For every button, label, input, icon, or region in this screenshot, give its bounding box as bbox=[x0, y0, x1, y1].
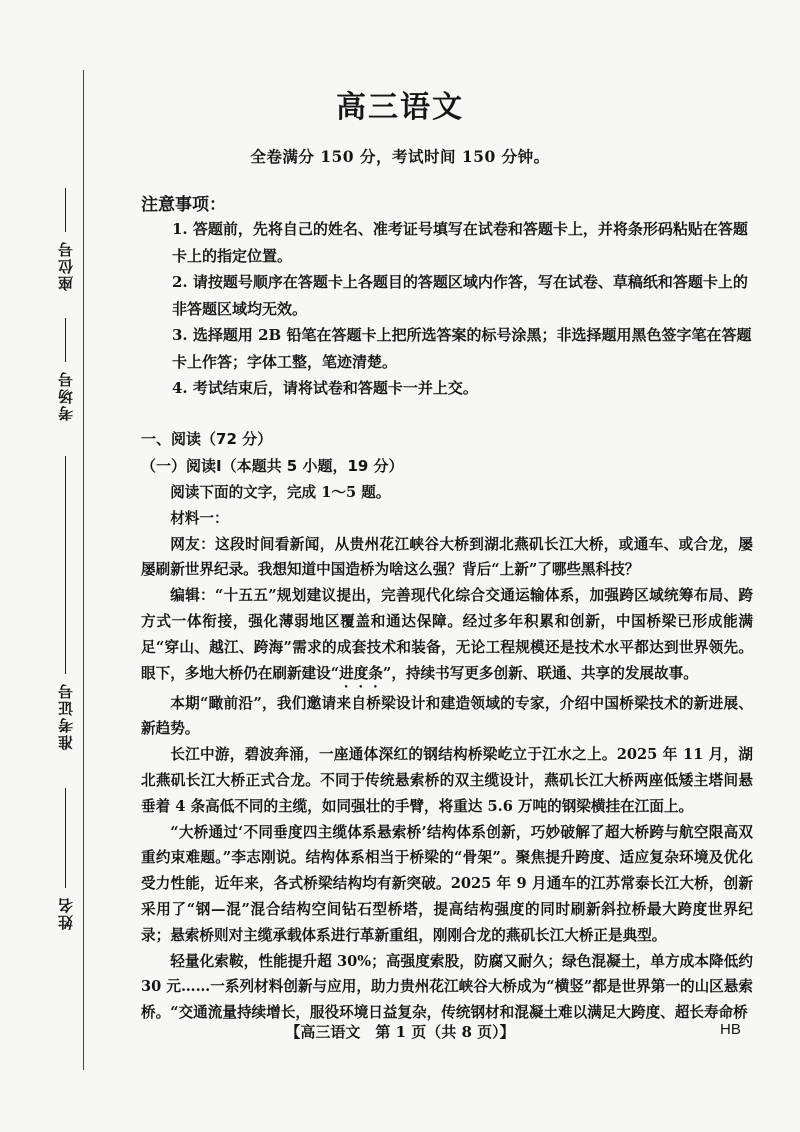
paragraph: 长江中游，碧波奔涌，一座通体深红的钢结构桥梁屹立于江水之上。2025 年 11 月，湖北燕矶长江大桥正式合龙。不同于传统悬索桥的双主缆设计，燕矶长江大桥两座低矮主塔间悬垂着 4 条高低不同的主缆，如同强壮的手臂，将重达 5.6 万吨的钢梁横挂在江面上。 bbox=[141, 746, 753, 815]
material-label-text: 材料一： bbox=[170, 509, 229, 527]
exam-room-field[interactable] bbox=[52, 318, 78, 421]
editor-text-a: “十五五”规划建议提出，完善现代化综合交通运输体系，加强跨区域统筹布局、跨方式一体衔接，强化薄弱地区覆盖和通达保障。经过多年积累和创新，中国桥梁已形成能满足“穿山、越江、跨海”需求的成套技术和装备，无论工程规模还是技术水平都达到世界领先。眼下，多地大桥仍在刷新建设 bbox=[141, 587, 753, 682]
name-label: 姓名 bbox=[56, 896, 75, 930]
paragraph: 轻量化索鞍，性能提升超 30%；高强度索股，防腐又耐久；绿色混凝土，单方成本降低约 30 元……一系列材料创新与应用，助力贵州花江峡谷大桥成为“横竖”都是世界第一的山区悬索桥。“交通流量持续增长，服役环境日益复杂，传统钢材和混凝土难以满足大跨度、超长寿命桥 bbox=[141, 952, 753, 1022]
notice-heading: 注意事项： bbox=[141, 195, 226, 215]
netizen-paragraph bbox=[141, 532, 753, 584]
editor-paragraph bbox=[141, 583, 753, 690]
netizen-text: 这段时间看新闻，从贵州花江峡谷大桥到湖北燕矶长江大桥，或通车、或合龙，屡屡刷新世界纪录。我想知道中国造桥为啥这么强？背后“上新”了哪些黑科技？ bbox=[141, 535, 753, 579]
binding-line bbox=[83, 70, 84, 1070]
seat-number-label: 座位号 bbox=[56, 240, 75, 291]
instruction: 阅读下面的文字，完成 1～5 题。 bbox=[170, 484, 391, 501]
notice-item: 3. 选择题用 2B 铅笔在答题卡上把所选答案的标号涂黑；非选择题用黑色签字笔在答题卡上作答；字体工整，笔迹清楚。 bbox=[172, 326, 752, 371]
section-heading: 一、阅读（72 分） bbox=[141, 430, 273, 448]
seat-number-field[interactable] bbox=[52, 188, 78, 291]
material-label bbox=[141, 506, 753, 532]
paper-code: HB bbox=[720, 1021, 741, 1038]
intro-paragraph: 本期“瞰前沿”，我们邀请来自桥梁设计和建造领域的专家，介绍中国桥梁技术的新进展、新趋势。 bbox=[141, 694, 753, 738]
editor-label: 编辑： bbox=[170, 587, 215, 605]
ticket-number-blank[interactable] bbox=[65, 456, 66, 674]
seat-number-blank[interactable] bbox=[65, 188, 66, 232]
page-footer: 【高三语文 第 1 页（共 8 页）】 bbox=[285, 1023, 515, 1041]
netizen-label: 网友： bbox=[170, 535, 216, 553]
notice-item: 1. 答题前，先将自己的姓名、准考证号填写在试卷和答题卡上，并将条形码粘贴在答题卡上的指定位置。 bbox=[172, 220, 748, 265]
exam-info: 全卷满分 150 分，考试时间 150 分钟。 bbox=[250, 147, 550, 166]
page-title: 高三语文 bbox=[336, 90, 464, 125]
exam-room-blank[interactable] bbox=[65, 318, 66, 362]
name-field[interactable] bbox=[52, 788, 78, 930]
editor-emphasis: “进度条” bbox=[330, 664, 392, 682]
notice-item: 4. 考试结束后，请将试卷和答题卡一并上交。 bbox=[172, 379, 478, 397]
sub-section-heading: （一）阅读Ⅰ（本题共 5 小题，19 分） bbox=[141, 457, 404, 475]
editor-text-b: ，持续书写更多创新、联通、共享的发展故事。 bbox=[391, 664, 698, 682]
exam-room-label: 考场号 bbox=[56, 370, 75, 421]
paragraph: “大桥通过‘不同垂度四主缆体系悬索桥’结构体系创新，巧妙破解了超大桥跨与航空限高双重约束难题。”李志刚说。结构体系相当于桥梁的“骨架”。聚焦提升跨度、适应复杂环境及优化受力性能，近年来，各式桥梁结构均有新突破。2025 年 9 月通车的江苏常泰长江大桥，创新采用了“钢—混”混合结构空间钻石型桥塔，提高结构强度的同时刷新斜拉桥最大跨度世界纪录；悬索桥则对主缆承载体系进行革新重组，刚刚合龙的燕矶长江大桥正是典型。 bbox=[141, 823, 753, 944]
notice-list bbox=[172, 216, 760, 402]
name-blank[interactable] bbox=[65, 788, 66, 888]
notice-item: 2. 请按题号顺序在答题卡上各题目的答题区域内作答，写在试卷、草稿纸和答题卡上的非答题区域均无效。 bbox=[172, 273, 748, 318]
ticket-number-label: 准考证号 bbox=[56, 682, 75, 750]
reading-passage bbox=[141, 480, 753, 1026]
ticket-number-field[interactable] bbox=[52, 456, 78, 750]
